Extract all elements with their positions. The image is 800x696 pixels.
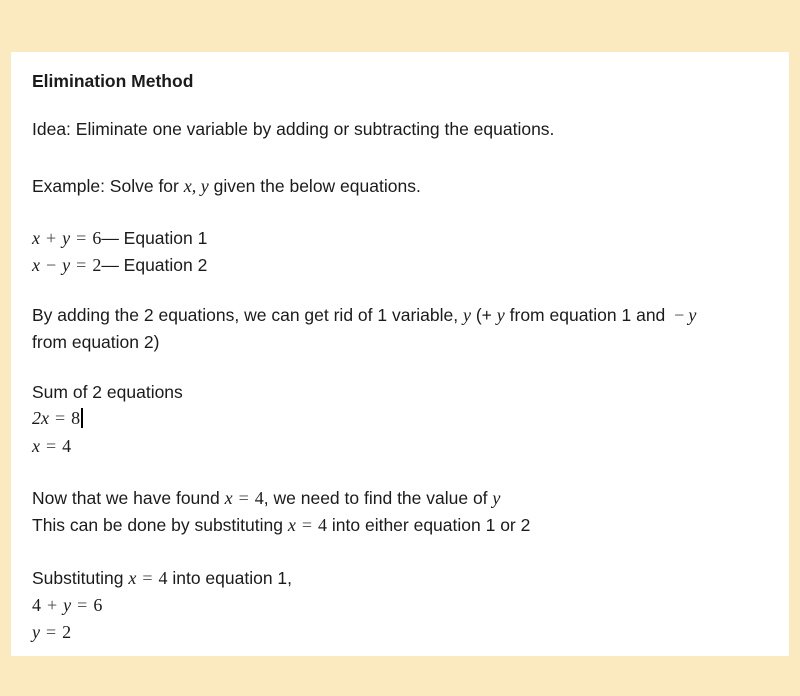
found-text2: , we need to find the value of — [263, 488, 493, 508]
eq2-b: y — [62, 255, 71, 275]
eq1-rhs: 6 — [92, 228, 102, 248]
eq1-a: x — [32, 228, 40, 248]
page-title: Elimination Method — [32, 71, 194, 91]
eq2-rhs: 2 — [92, 255, 102, 275]
eq1-label: — Equation 1 — [101, 228, 208, 248]
eq1-op: + — [46, 228, 57, 248]
adding-var2: y — [496, 305, 505, 325]
eq2-label: — Equation 2 — [101, 255, 208, 275]
equation-1 — [32, 227, 207, 249]
example-line — [32, 175, 421, 197]
subst-l1equals: = — [77, 595, 88, 615]
found-line2b: into either equation 1 or 2 — [327, 515, 531, 535]
adding-paren: (+ — [470, 305, 497, 325]
found-val: 4 — [254, 488, 264, 508]
found-line-1 — [32, 487, 500, 509]
subst-line — [32, 567, 292, 589]
sum-label: Sum of 2 equations — [32, 382, 183, 402]
eq2-a: x — [32, 255, 40, 275]
adding-line-1 — [32, 304, 696, 326]
found-equals2: = — [301, 515, 313, 535]
eq1-b: y — [62, 228, 71, 248]
sum-equals1: = — [55, 408, 66, 428]
subst-text2: into equation 1, — [167, 568, 293, 588]
idea-text: Idea: Eliminate one variable by adding or subtracting the equations. — [32, 119, 555, 139]
subst-var: x — [128, 568, 137, 588]
sum-equation — [32, 407, 83, 429]
eq2-equals: = — [76, 255, 87, 275]
subst-equation — [32, 594, 102, 616]
eq2-op: − — [46, 255, 57, 275]
found-line2a: This can be done by substituting — [32, 515, 288, 535]
adding-text2: from equation 1 and — [504, 305, 671, 325]
subst-l1rhs: 6 — [93, 595, 103, 615]
y-result-equals: = — [46, 622, 57, 642]
subst-l1op: + — [47, 595, 58, 615]
adding-line-2: from equation 2) — [32, 332, 160, 352]
sum-rhs1: 8 — [71, 408, 81, 428]
y-result-lhs: y — [32, 622, 40, 642]
example-vars: x, y — [183, 176, 209, 196]
text-cursor — [81, 408, 83, 428]
adding-text1: By adding the 2 equations, we can get rid of 1 variable, — [32, 305, 463, 325]
subst-equals: = — [142, 568, 153, 588]
example-suffix: given the below equations. — [208, 176, 421, 196]
document-page — [11, 52, 789, 656]
found-line-2 — [32, 514, 530, 536]
found-val2: 4 — [318, 515, 328, 535]
subst-l1b: y — [63, 595, 72, 615]
eq1-equals: = — [76, 228, 87, 248]
adding-var3: y — [688, 305, 697, 325]
y-result-rhs: 2 — [62, 622, 72, 642]
found-var: x — [224, 488, 233, 508]
found-var2: y — [492, 488, 501, 508]
found-text1: Now that we have found — [32, 488, 225, 508]
x-result — [32, 435, 71, 457]
adding-var: y — [462, 305, 471, 325]
found-var3: x — [287, 515, 296, 535]
adding-minus: − — [674, 305, 685, 325]
subst-val: 4 — [158, 568, 168, 588]
x-result-rhs: 4 — [62, 436, 72, 456]
subst-text1: Substituting — [32, 568, 129, 588]
example-prefix: Example: Solve for — [32, 176, 184, 196]
x-result-equals: = — [46, 436, 57, 456]
equation-2 — [32, 254, 207, 276]
x-result-lhs: x — [32, 436, 40, 456]
sum-lhs1: 2x — [32, 408, 49, 428]
found-equals: = — [238, 488, 249, 508]
y-result — [32, 621, 71, 643]
subst-l1a: 4 — [32, 595, 41, 615]
